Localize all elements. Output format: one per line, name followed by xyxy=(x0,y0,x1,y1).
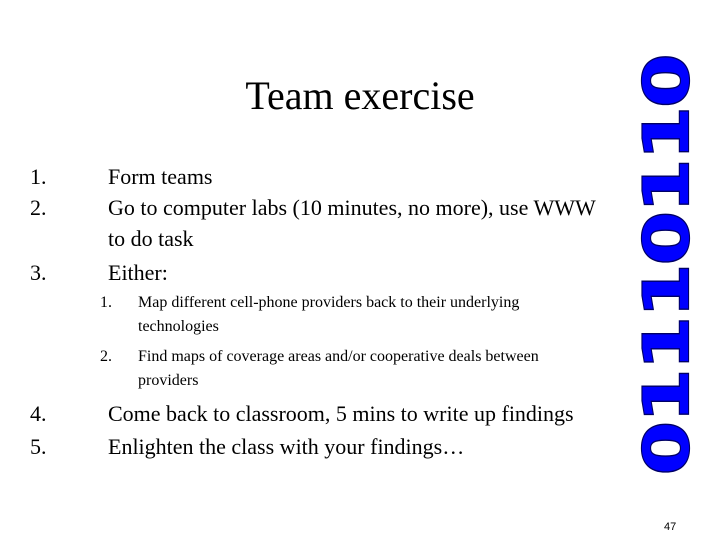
slide-number: 47 xyxy=(664,521,677,533)
list-number: 4. xyxy=(30,401,47,426)
sub-list-text-continued: providers xyxy=(138,372,199,389)
list-number: 3. xyxy=(30,260,47,285)
list-text: Enlighten the class with your findings… xyxy=(108,434,465,459)
binary-banner-text: 01110110 xyxy=(630,137,703,475)
list-text: Either: xyxy=(108,260,168,285)
list-number: 5. xyxy=(30,434,47,459)
sub-list-text-continued: technologies xyxy=(138,318,219,335)
sub-list-text: Find maps of coverage areas and/or cooperative deals between xyxy=(138,348,539,365)
list-text: Go to computer labs (10 minutes, no more), use WWW xyxy=(108,195,596,220)
list-text-continued: to do task xyxy=(108,226,194,251)
list-text: Form teams xyxy=(108,164,213,189)
list-number: 1. xyxy=(30,164,47,189)
list-number: 2. xyxy=(30,195,47,220)
list-text: Come back to classroom, 5 mins to write up findings xyxy=(108,401,574,426)
sub-list-text: Map different cell-phone providers back to their underlying xyxy=(138,294,520,311)
sub-list-number: 2. xyxy=(100,348,112,365)
binary-banner-graphic xyxy=(628,50,708,480)
slide-title: Team exercise xyxy=(245,73,475,118)
sub-list-number: 1. xyxy=(100,294,112,311)
